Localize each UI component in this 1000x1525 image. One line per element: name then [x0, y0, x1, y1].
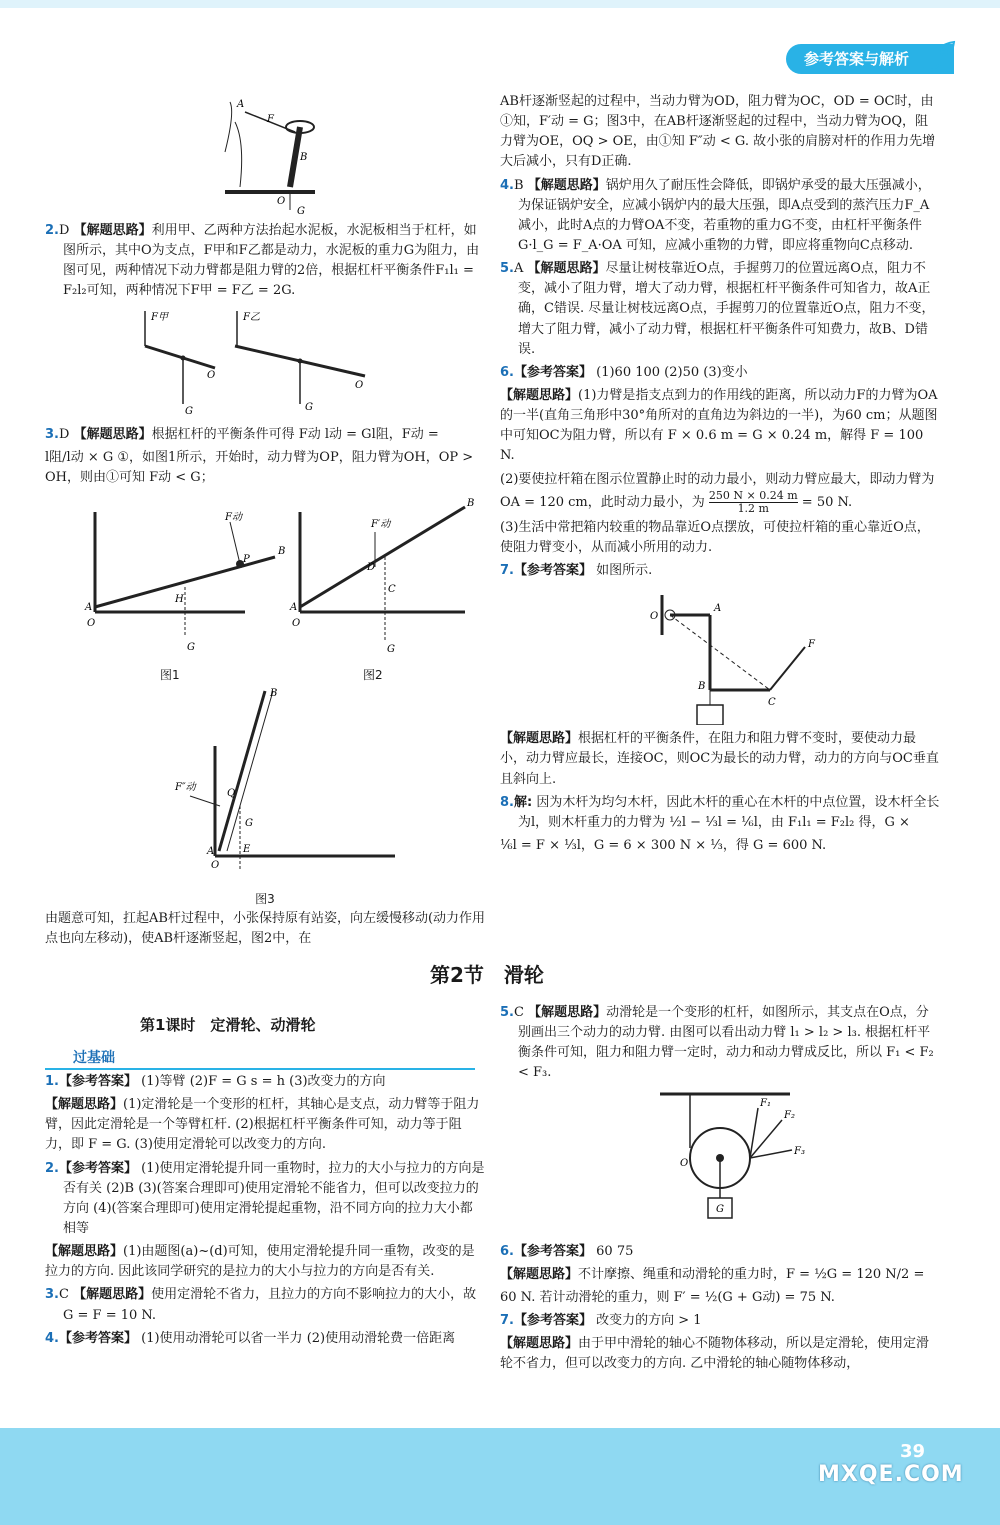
svg-text:G: G [716, 1203, 724, 1215]
svg-text:F乙: F乙 [243, 311, 260, 323]
basic-label: 过基础 [73, 1050, 115, 1066]
svg-text:O: O [292, 617, 301, 629]
answer-q6-solution-2: (2)要使拉杆箱在图示位置静止时的动力最小，则动力臂应最大，即动力臂为 OA = 120 cm，此时动力最小，为 $\frac{250 N \times 0.24 m}{1.2 m}$ = 50 N. [500, 471, 935, 515]
answer-q7: 7.【参考答案】 如图所示. [500, 563, 653, 579]
answer-q3-end: AB杆逐渐竖起的过程中，当动力臂为OD，阻力臂为OC，OD = OC时，由①知，F′动 = G；图3中，在AB杆逐渐竖起的过程中，当动力臂为OQ，阻力臂为OE，OQ > OE，由①知 F″动 < G. 故小张的肩膀对杆的作用力先增大后减小，只有D正确. [500, 94, 936, 170]
figure-concrete-slab [115, 306, 415, 421]
lesson-title: 第1课时 定滑轮、动滑轮 [140, 1016, 316, 1034]
svg-text:B: B [300, 152, 308, 163]
answer-l1-solution: 【解题思路】(1)定滑轮是一个变形的杠杆，其轴心是支点，动力臂等于阻力臂，因此定滑轮是一个等臂杠杆. (2)根据杠杆平衡条件可知，动力等于阻力，即 F = G. (3)使用定滑轮可以改变力的方向. [45, 1097, 480, 1153]
answer-q7-solution: 【解题思路】根据杠杆的平衡条件，在阻力和阻力臂不变时，要使动力最小，动力臂应最长，连接OC，则OC为最长的动力臂，动力的方向与OC垂直且斜向上. [500, 731, 939, 787]
answer-q5: 5.A 【解题思路】尽量让树枝靠近O点，手握剪刀的位置远离O点，阻力不变，减小了阻力臂，增大了动力臂，根据杠杆平衡条件可知省力，故A正确，C错误. 尽量让树枝远离O点，手握剪刀的位置靠近O点，阻力不变，增大了阻力臂，减小了动力臂，根据杠杆平衡条件可知费力，故B、D错误. [500, 261, 935, 357]
svg-text:O: O [277, 196, 286, 207]
answer-q8-continued: ⅙l = F × ⅓l，G = 6 × 300 N × ⅓，得 G = 600 N. [500, 837, 827, 853]
basic-bar [45, 1048, 475, 1070]
answer-q6: 6.【参考答案】 (1)60 100 (2)50 (3)变小 [500, 364, 748, 380]
svg-text:F动: F动 [225, 511, 242, 523]
svg-text:A: A [207, 845, 215, 857]
svg-text:E: E [243, 843, 251, 855]
figure-lever-1-2 [45, 492, 475, 662]
caption-fig2: 图2 [363, 667, 383, 682]
svg-text:B: B [278, 545, 286, 557]
svg-text:G: G [305, 401, 313, 413]
watermark: MXQE.COM [818, 1462, 964, 1487]
caption-fig3: 图3 [255, 891, 275, 906]
figure-lever-3 [115, 686, 415, 886]
figure-lever-q1 [185, 92, 345, 217]
lower-left-column [45, 1072, 485, 1352]
answer-q4: 4.B 【解题思路】锅炉用久了耐压性会降低，即锅炉承受的最大压强减小，为保证锅炉安全，应减小锅炉内的最大压强，即A点受到的蒸汽压力F_A减小，此时A点的力臂OA不变，若重物的重力G不变，由杠杆平衡条件 G·l_G = F_A·OA 可知，应减小重物的力臂，即应将重物向C点移动. [500, 177, 931, 253]
figure-pulley [620, 1088, 820, 1238]
svg-text:G: G [185, 405, 193, 417]
header-badge: 参考答案与解析 [786, 44, 954, 74]
svg-text:P: P [243, 553, 250, 565]
svg-text:F: F [808, 639, 815, 651]
svg-text:A: A [85, 601, 93, 613]
svg-text:B: B [698, 681, 706, 693]
lower-right-column [500, 1003, 940, 1377]
answer-l4: 4.【参考答案】 (1)使用动滑轮可以省一半力 (2)使用动滑轮费一倍距离 [45, 1330, 456, 1346]
answer-r6-solution-2: 60 N. 若计动滑轮的重力，则 F′ = ½(G + G动) = 75 N. [500, 1289, 835, 1305]
svg-text:O: O [211, 859, 220, 871]
svg-text:B: B [270, 687, 278, 699]
svg-text:A: A [290, 601, 298, 613]
rocket-icon [916, 38, 960, 78]
answer-l2: 2.【参考答案】 (1)使用定滑轮提升同一重物时，拉力的大小与拉力的方向是否有关 (2)B (3)(答案合理即可)使用定滑轮不能省力，但可以改变拉力的方向 (4)(答案合理即可)使用定滑轮提起重物，沿不同方向的拉力大小都相等 [45, 1160, 485, 1236]
answer-r6: 6.【参考答案】 60 75 [500, 1243, 634, 1259]
answer-q3-continued: 由题意可知，扛起AB杆过程中，小张保持原有站姿，向左缓慢移动(动力作用点也向左移动)，使AB杆逐渐竖起，图2中，在 [45, 910, 486, 946]
answer-r7-solution: 【解题思路】由于甲中滑轮的轴心不随物体移动，所以是定滑轮，使用定滑轮不省力，但可以改变力的方向. 乙中滑轮的轴心随物体移动， [500, 1336, 930, 1372]
answer-l3: 3.C 【解题思路】使用定滑轮不省力，且拉力的方向不影响拉力的大小，故 G = F = 10 N. [45, 1287, 477, 1323]
svg-text:F: F [267, 114, 274, 125]
caption-fig1: 图1 [160, 667, 180, 682]
svg-text:O: O [680, 1157, 689, 1169]
svg-text:G: G [187, 641, 195, 653]
svg-text:O: O [87, 617, 96, 629]
svg-text:F₃: F₃ [794, 1145, 805, 1157]
svg-text:F甲: F甲 [151, 311, 168, 323]
page-number: 39 [900, 1441, 926, 1462]
svg-text:H: H [175, 593, 184, 605]
svg-text:G: G [297, 206, 305, 217]
header-strip [0, 0, 1000, 8]
svg-text:F″动: F″动 [175, 781, 196, 793]
section-title: 第2节 滑轮 [430, 963, 544, 987]
svg-text:C: C [768, 697, 776, 709]
answer-q2: 2.D 【解题思路】利用甲、乙两种方法抬起水泥板，水泥板相当于杠杆，如图所示，其中O为支点，F甲和F乙都是动力，水泥板的重力G为阻力，由图可见，两种情况下动力臂都是阻力臂的2倍，根据杠杆平衡条件F₁l₁ = F₂l₂可知，两种情况下F甲 = F乙 = 2G. [45, 223, 480, 299]
answer-q3: 3.D 【解题思路】根据杠杆的平衡条件可得 F动 l动 = Gl阻，F动 = [45, 426, 439, 442]
svg-text:B: B [467, 497, 475, 509]
svg-text:Q: Q [227, 787, 236, 799]
answer-q6-solution-1: 【解题思路】(1)力臂是指支点到力的作用线的距离，所以动力F的力臂为OA的一半(直角三角形中30°角所对的直角边为斜边的一半)，为60 cm；从题图中可知OC为阻力臂，所以有 F × 0.6 m = G × 0.24 m，解得 F = 100 N. [500, 387, 938, 464]
figure-q7-lever [620, 585, 820, 725]
svg-text:D: D [367, 561, 376, 573]
answer-r7: 7.【参考答案】 改变力的方向 > 1 [500, 1312, 702, 1328]
svg-text:G: G [387, 643, 395, 655]
svg-text:A: A [237, 99, 245, 110]
answer-l2-solution: 【解题思路】(1)由题图(a)~(d)可知，使用定滑轮提升同一重物，改变的是拉力的方向. 因此该同学研究的是拉力的大小与拉力的方向是否有关. [45, 1244, 475, 1280]
answer-q8: 8.解: 因为木杆为均匀木杆，因此木杆的重心在木杆的中点位置，设木杆全长为l，则木杆重力的力臂为 ½l − ⅓l = ⅙l，由 F₁l₁ = F₂l₂ 得，G × [500, 794, 940, 830]
svg-text:F′动: F′动 [371, 518, 391, 530]
answer-l1: 1.【参考答案】 (1)等臂 (2)F = G s = h (3)改变力的方向 [45, 1074, 386, 1089]
answer-q3-formula: l阻/l动 × G ①，如图1所示，开始时，动力臂为OP，阻力臂为OH，OP > OH，则由①可知 F动 < G； [45, 449, 474, 485]
svg-text:G: G [245, 817, 253, 829]
right-column [500, 92, 940, 859]
answer-q6-solution-3: (3)生活中常把箱内较重的物品靠近O点摆放，可使拉杆箱的重心靠近O点，使阻力臂变小，从而减小所用的动力. [500, 519, 930, 555]
answer-r5: 5.C 【解题思路】动滑轮是一个变形的杠杆，如图所示，其支点在O点，分别画出三个动力的动力臂. 由图可以看出动力臂 l₁ > l₂ > l₃. 根据杠杆平衡条件可知，阻力和阻力臂一定时，动力和动力臂成反比，所以 F₁ < F₂ < F₃. [500, 1005, 934, 1081]
svg-text:O: O [355, 379, 364, 391]
svg-text:F₂: F₂ [784, 1109, 795, 1121]
answer-r6-solution-1: 【解题思路】不计摩擦、绳重和动滑轮的重力时，F = ½G = 120 N/2 = [500, 1266, 925, 1282]
svg-text:O: O [207, 369, 216, 381]
svg-text:O: O [650, 611, 659, 623]
svg-text:F₁: F₁ [760, 1097, 771, 1109]
svg-text:C: C [388, 583, 396, 595]
left-column [45, 88, 485, 952]
svg-text:A: A [714, 603, 722, 615]
